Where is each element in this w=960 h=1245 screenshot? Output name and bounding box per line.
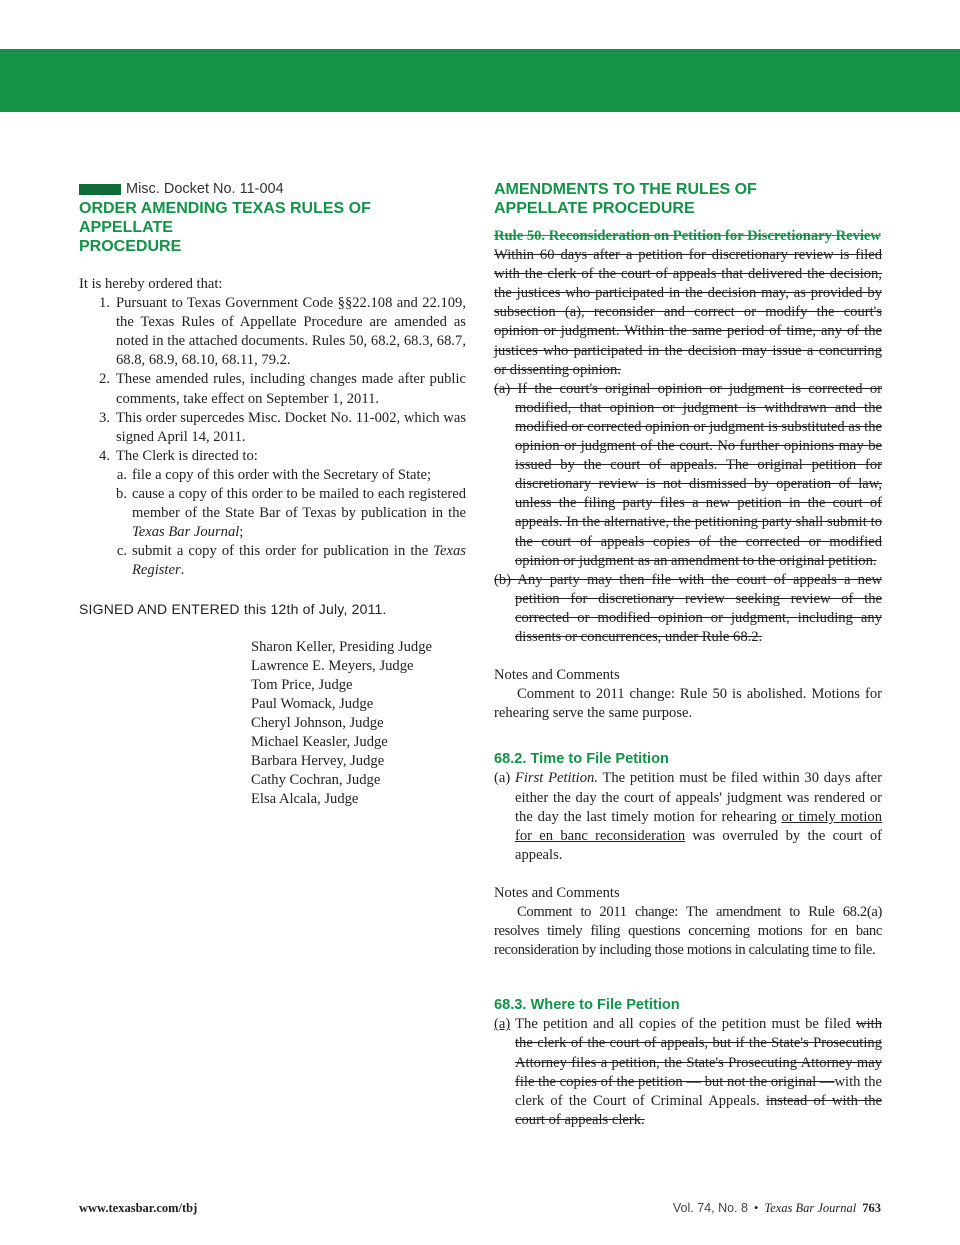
register-name-italic: Texas Register <box>132 543 466 579</box>
footer-journal: Texas Bar Journal <box>764 1201 857 1215</box>
footer-bullet: • <box>753 1201 759 1215</box>
item-text: The Clerk is directed to: <box>116 447 258 464</box>
order-intro: It is hereby ordered that: <box>79 276 223 292</box>
judge-name: Michael Keasler, Judge <box>251 734 388 751</box>
right-column <box>494 180 882 1130</box>
order-item-3 <box>79 409 466 447</box>
subitem-letter: a. <box>116 466 127 483</box>
subsection-text: The petition must be filed within 30 days after either the day the court of appeals' judgment was rendered or the day the last timely motion for rehearing <box>515 770 882 825</box>
docket-number: Misc. Docket No. 11-004 <box>126 180 284 197</box>
order-title-line2: PROCEDURE <box>79 238 182 255</box>
page-number: 763 <box>862 1201 881 1215</box>
rule683-heading: 68.3. Where to File Petition <box>494 997 680 1014</box>
journal-name-italic: Texas Bar Journal <box>132 524 240 541</box>
judge-name: Cathy Cochran, Judge <box>251 772 381 789</box>
subsection-text: was overruled by the court of appeals. <box>515 827 882 863</box>
rule682-subsection-a <box>494 769 882 864</box>
judge-name: Cheryl Johnson, Judge <box>251 714 384 731</box>
judge-name: Tom Price, Judge <box>251 676 353 693</box>
judge-list <box>251 638 466 810</box>
subsection-text: The petition and all copies of the petition must be filed <box>510 1016 857 1033</box>
judge-name: Paul Womack, Judge <box>251 695 374 712</box>
order-subitem-a <box>79 466 466 485</box>
footer-url: www.texasbar.com/tbj <box>79 1201 198 1215</box>
order-item-1 <box>79 294 466 370</box>
subitem-letter: c. <box>116 543 127 560</box>
notes-comment: Comment to 2011 change: The amendment to Rule 68.2(a) resolves timely filing questions concerning motions for en banc reconsideration by including those motions in calculating time to file. <box>494 904 882 959</box>
judge-name: Barbara Hervey, Judge <box>251 753 385 770</box>
judge-name: Sharon Keller, Presiding Judge <box>251 638 432 655</box>
subitem-letter: b. <box>116 486 127 503</box>
rule50-subsection-a: (a) If the court's original opinion or judgment is corrected or modified, that opinion or judgment is withdrawn and the modified or corrected opinion or judgment is substituted as the opinion or judgment of the court. No further opinions may be issued by the court of appeals. The original petition for discretionary review is not dismissed by operation of law, unless the filing party files a new petition in the court of appeals. In the alternative, the petitioning party shall submit to the court of appeals copies of the corrected or modified opinion or judgment as an amendment to the original petition. <box>494 380 882 569</box>
subitem-text <box>132 485 466 542</box>
order-item-2 <box>79 370 466 408</box>
item-number: 4. <box>99 447 110 464</box>
subitem-text-part: submit a copy of this order for publication in the <box>132 543 434 560</box>
item-text: This order supercedes Misc. Docket No. 11-002, which was signed April 14, 2011. <box>116 409 466 445</box>
docket-bar-marker <box>79 184 121 195</box>
item-number: 2. <box>99 371 110 388</box>
notes-label: Notes and Comments <box>494 884 620 901</box>
rule50-heading: Rule 50. Reconsideration on Petition for Discretionary Review <box>494 228 881 244</box>
notes-comment: Comment to 2011 change: Rule 50 is abolished. Motions for rehearing serve the same purpose. <box>494 686 882 722</box>
order-item-4 <box>79 447 466 466</box>
header-band <box>0 49 960 112</box>
item-text: These amended rules, including changes made after public comments, take effect on September 1, 2011. <box>116 371 466 407</box>
footer-volume: Vol. 74, No. 8 <box>672 1201 748 1215</box>
signed-line: SIGNED AND ENTERED this 12th of July, 2011. <box>79 600 387 617</box>
rule50-body: Within 60 days after a petition for discretionary review is filed with the clerk of the court of appeals that delivered the decision, the justices who participated in the decision may, as provided by subsection (a), reconsider and correct or modify the court's opinion or judgment. Within the same period of time, any of the justices who participated in the decision may issue a concurring or dissenting opinion. <box>494 247 882 378</box>
deleted-text: instead of with the court of appeals clerk. <box>515 1092 882 1128</box>
subitem-text: file a copy of this order with the Secretary of State; <box>132 466 432 483</box>
subitem-text-part: cause a copy of this order to be mailed to each registered member of the State Bar of Texas by publication in the <box>132 486 466 522</box>
judge-name: Lawrence E. Meyers, Judge <box>251 657 414 674</box>
deleted-text: with the clerk of the court of appeals, but if the State's Prosecuting Attorney files a petition, the State's Prosecuting Attorney may file the copies of the petition — but not the original — <box>515 1016 882 1090</box>
notes-label: Notes and Comments <box>494 667 620 684</box>
item-number: 1. <box>99 295 110 312</box>
item-number: 3. <box>99 409 110 426</box>
judge-name: Elsa Alcala, Judge <box>251 791 359 808</box>
subsection-text: with the clerk of the Court of Criminal Appeals. <box>515 1073 882 1109</box>
docket-line <box>79 180 466 199</box>
left-column <box>79 180 466 809</box>
order-title-line1: ORDER AMENDING TEXAS RULES OF APPELLATE <box>79 200 371 236</box>
subitem-text-part: ; <box>239 524 244 541</box>
subsection-title: First Petition. <box>514 770 598 787</box>
rule682-heading: 68.2. Time to File Petition <box>494 751 669 768</box>
inserted-text: or timely motion for en banc reconsideration <box>515 808 882 844</box>
footer-issue <box>673 1201 881 1216</box>
rule50-subsection-b: (b) Any party may then file with the court of appeals a new petition for discretionary review seeking review of the corrected or modified opinion or judgment, including any dissents or concurrences, under Rule 68.2. <box>494 571 882 645</box>
rule683-subsection-a <box>494 1015 882 1130</box>
amendments-title-line2: APPELLATE PROCEDURE <box>494 200 695 217</box>
order-subitem-b <box>79 485 466 542</box>
subitem-text <box>132 542 466 580</box>
amendments-title-line1: AMENDMENTS TO THE RULES OF <box>494 181 757 198</box>
subitem-text-part: . <box>180 562 185 579</box>
subsection-label: (a) <box>494 1016 511 1033</box>
item-text: Pursuant to Texas Government Code §§22.108 and 22.109, the Texas Rules of Appellate Procedure are amended as noted in the attached documents. Rules 50, 68.2, 68.3, 68.7, 68.8, 68.9, 68.10, 68.11, 79.2. <box>116 295 466 369</box>
subsection-label: (a) <box>494 770 515 787</box>
order-subitem-c <box>79 542 466 580</box>
